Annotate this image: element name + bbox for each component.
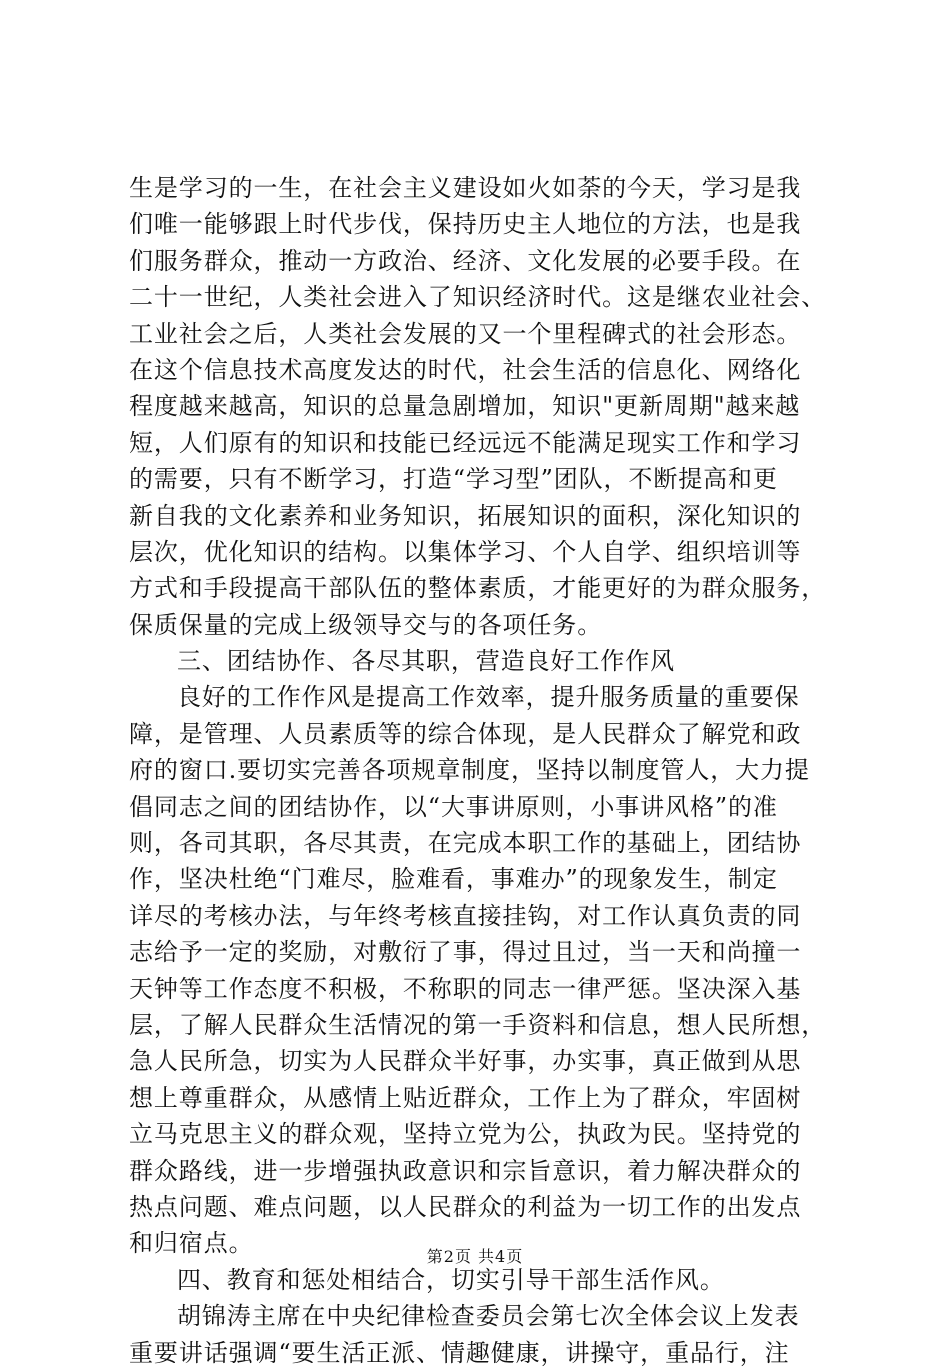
text-line: 良好的工作作风是提高工作效率，提升服务质量的重要保 xyxy=(177,683,800,712)
text-line: 群众路线，进一步增强执政意识和宗旨意识，着力解决群众的 xyxy=(129,1156,802,1185)
text-line: 则，各司其职，各尽其责，在完成本职工作的基础上，团结协 xyxy=(129,829,802,858)
text-line: 三、团结协作、各尽其职，营造良好工作作风 xyxy=(177,647,675,676)
text-line: 府的窗口.要切实完善各项规章制度，坚持以制度管人，大力提 xyxy=(129,756,810,785)
text-line: 们唯一能够跟上时代步伐，保持历史主人地位的方法，也是我 xyxy=(129,210,802,239)
text-line: 作，坚决杜绝“门难尽，脸难看，事难办”的现象发生，制定 xyxy=(129,865,778,894)
text-line: 保质保量的完成上级领导交与的各项任务。 xyxy=(129,610,603,639)
text-line: 想上尊重群众，从感情上贴近群众，工作上为了群众，牢固树 xyxy=(129,1083,802,1112)
page-footer: 第2页 共4页 xyxy=(426,1247,524,1266)
text-line: 障，是管理、人员素质等的综合体现，是人民群众了解党和政 xyxy=(129,719,802,748)
text-line: 倡同志之间的团结协作，以“大事讲原则，小事讲风格”的准 xyxy=(129,792,778,821)
text-line: 热点问题、难点问题，以人民群众的利益为一切工作的出发点 xyxy=(129,1192,802,1221)
text-line: 详尽的考核办法，与年终考核直接挂钩，对工作认真负责的同 xyxy=(129,901,802,930)
text-line: 方式和手段提高干部队伍的整体素质，才能更好的为群众服务， xyxy=(129,574,827,603)
text-line: 生是学习的一生，在社会主义建设如火如荼的今天，学习是我 xyxy=(129,174,802,202)
text-line: 层，了解人民群众生活情况的第一手资料和信息，想人民所想， xyxy=(129,1010,827,1039)
text-line: 层次，优化知识的结构。以集体学习、个人自学、组织培训等 xyxy=(129,537,802,566)
text-line: 新自我的文化素养和业务知识，拓展知识的面积，深化知识的 xyxy=(129,501,802,530)
text-line: 志给予一定的奖励，对敷衍了事，得过且过，当一天和尚撞一 xyxy=(129,938,802,967)
text-line: 立马克思主义的群众观，坚持立党为公，执政为民。坚持党的 xyxy=(129,1120,802,1149)
text-line: 在这个信息技术高度发达的时代，社会生活的信息化、网络化 xyxy=(129,355,802,384)
body-text xyxy=(129,170,829,1371)
text-line: 程度越来越高，知识的总量急剧增加，知识"更新周期"越来越 xyxy=(129,392,801,421)
text-line: 和归宿点。 xyxy=(129,1229,254,1258)
text-line: 重要讲话强调“要生活正派、情趣健康，讲操守，重品行，注 xyxy=(129,1338,790,1367)
text-line: 们服务群众，推动一方政治、经济、文化发展的必要手段。在 xyxy=(129,246,802,275)
text-line: 四、教育和惩处相结合，切实引导干部生活作风。 xyxy=(177,1265,725,1294)
text-line: 天钟等工作态度不积极，不称职的同志一律严惩。坚决深入基 xyxy=(129,974,802,1003)
text-line: 的需要，只有不断学习，打造“学习型”团队，不断提高和更 xyxy=(129,465,778,494)
text-line: 二十一世纪，人类社会进入了知识经济时代。这是继农业社会、 xyxy=(129,283,827,312)
text-line: 工业社会之后，人类社会发展的又一个里程碑式的社会形态。 xyxy=(129,319,802,348)
text-line: 急人民所急，切实为人民群众半好事，办实事，真正做到从思 xyxy=(129,1047,802,1076)
text-line: 胡锦涛主席在中央纪律检查委员会第七次全体会议上发表 xyxy=(177,1302,800,1331)
text-line: 短，人们原有的知识和技能已经远远不能满足现实工作和学习 xyxy=(129,428,802,457)
